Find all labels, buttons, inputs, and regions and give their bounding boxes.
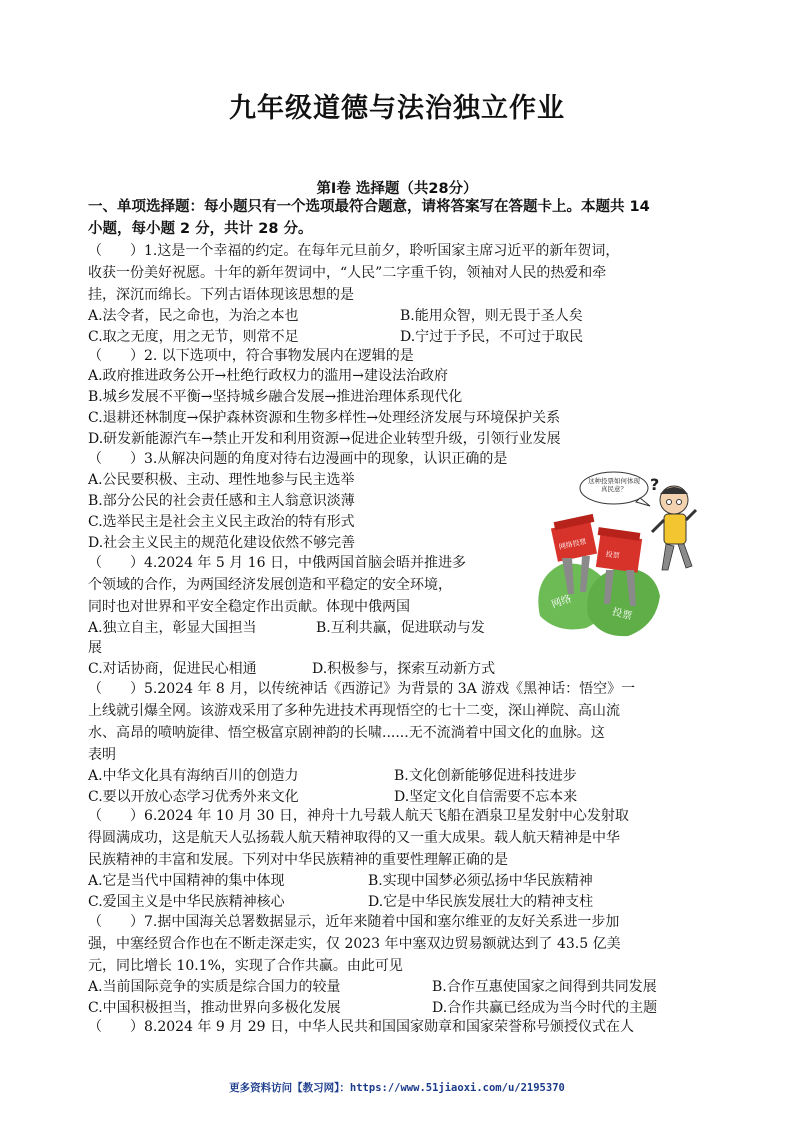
ballot-box-right-label: 投票 [605,550,621,561]
q1-stem-1: （ ）1.这是一个幸福的约定。在每年元旦前夕，聆听国家主席习近平的新年贺词， [88,243,620,259]
q7-option-a: A.当前国际竞争的实质是综合国力的较量 [88,979,341,995]
q3-option-c: C.选举民主是社会主义民主政治的特有形式 [88,514,355,530]
q6-option-b: B.实现中国梦必须弘扬中华民族精神 [368,873,593,889]
q7-stem-1: （ ）7.据中国海关总署数据显示，近年来随着中国和塞尔维亚的友好关系进一步加 [88,914,620,930]
q1-option-d: D.宁过于予民，不可过于取民 [400,329,584,345]
section-title: 第Ⅰ卷 选择题（共28分） [316,181,478,197]
q4-option-c: C.对话协商，促进民心相通 [88,661,257,677]
q2-option-a: A.政府推进政务公开→杜绝行政权力的滥用→建设法治政府 [88,368,449,384]
q5-stem-3: 水、高昂的喷呐旋律、悟空极富京剧神韵的长啸......无不流淌着中国文化的血脉。这 [88,725,605,741]
q2-option-d: D.研发新能源汽车→禁止开发和利用资源→促进企业转型升级，引领行业发展 [88,431,561,447]
footer-source-link[interactable]: 更多资料访问【教习网】：https://www.51jiaoxi.com/u/2195370 [229,1082,565,1094]
q6-stem-3: 民族精神的丰富和发展。下列对中华民族精神的重要性理解正确的是 [88,852,508,868]
q3-option-d: D.社会主义民主的规范化建设依然不够完善 [88,535,356,551]
q1-option-a: A.法令者，民之命也，为治之本也 [88,308,299,324]
voting-cartoon [532,466,702,652]
q7-option-b: B.合作互惠使国家之间得到共同发展 [432,979,657,995]
instructions-line-2: 小题，每小题 2 分，共计 28 分。 [88,221,313,237]
leaf-label-2: 投票 [610,606,634,623]
q6-stem-1: （ ）6.2024 年 10 月 30 日，神舟十九号载人航天飞船在酒泉卫星发射中心发射取 [88,808,629,824]
q2-option-b: B.城乡发展不平衡→坚持城乡融合发展→推进治理体系现代化 [88,389,463,405]
q4-option-b-continued: 展 [88,640,102,656]
q3-stem: （ ）3.从解决问题的角度对待右边漫画中的现象，认识正确的是 [88,451,508,467]
confused-person [652,486,696,570]
instructions-line-1: 一、单项选择题：每小题只有一个选项最符合题意，请将答案写在答题卡上。本题共 14 [88,199,650,215]
leaf-label-1: 网络 [550,593,573,611]
q5-option-a: A.中华文化具有海纳百川的创造力 [88,768,299,784]
q5-stem-4: 表明 [88,747,116,763]
q2-option-c: C.退耕还林制度→保护森林资源和生物多样性→处理经济发展与环境保护关系 [88,410,561,426]
q7-stem-3: 元，同比增长 10.1%，实现了合作共赢。由此可见 [88,958,403,974]
q5-option-d: D.坚定文化自信需要不忘本来 [394,789,578,805]
q1-option-c: C.取之无度，用之无节，则常不足 [88,329,299,345]
q2-stem: （ ）2. 以下选项中，符合事物发展内在逻辑的是 [88,348,414,364]
speech-bubble [580,472,650,506]
q4-option-a: A.独立自主，彰显大国担当 [88,620,257,636]
q7-option-c: C.中国积极担当，推动世界向多极化发展 [88,1000,341,1016]
q6-option-d: D.它是中华民族发展壮大的精神支柱 [368,894,594,910]
q6-option-c: C.爱国主义是中华民族精神核心 [88,894,285,910]
q8-stem-1: （ ）8.2024 年 9 月 29 日，中华人民共和国国家勋章和国家荣誉称号颁授仪式在人 [88,1019,634,1035]
q5-stem-2: 上线就引爆全网。该游戏采用了多种先进技术再现悟空的七十二变，深山禅院、高山流 [88,703,620,719]
q7-option-d: D.合作共赢已经成为当今时代的主题 [432,1000,658,1016]
q4-stem-2: 个领域的合作，为两国经济发展创造和平稳定的安全环境， [88,577,452,593]
question-mark-icon: ? [650,475,660,494]
q7-stem-2: 强，中塞经贸合作也在不断走深走实，仅 2023 年中塞双边贸易额就达到了 43.5 亿美 [88,936,621,952]
q4-option-b: B.互利共赢，促进联动与发 [316,620,485,636]
speech-bubble-text: 这种投票如何体现真民意？ [588,477,640,493]
q5-option-c: C.要以开放心态学习优秀外来文化 [88,789,299,805]
q3-option-b: B.部分公民的社会责任感和主人翁意识淡薄 [88,493,355,509]
q1-option-b: B.能用众智，则无畏于圣人矣 [400,308,583,324]
page-title: 九年级道德与法治独立作业 [229,93,565,124]
q6-option-a: A.它是当代中国精神的集中体现 [88,873,285,889]
q6-stem-2: 得圆满成功，这是航天人弘扬载人航天精神取得的又一重大成果。载人航天精神是中华 [88,830,620,846]
q4-stem-1: （ ）4.2024 年 5 月 16 日，中俄两国首脑会晤并推进多 [88,555,466,571]
ballot-box-left-label: 网络投票 [558,537,588,552]
q4-stem-3: 同时也对世界和平安全稳定作出贡献。体现中俄两国 [88,599,410,615]
q5-option-b: B.文化创新能够促进科技进步 [394,768,577,784]
q1-stem-3: 挂，深沉而绵长。下列古语体现该思想的是 [88,287,354,303]
q4-option-d: D.积极参与，探索互动新方式 [312,661,496,677]
q5-stem-1: （ ）5.2024 年 8 月，以传统神话《西游记》为背景的 3A 游戏《黑神话：悟空》一 [88,681,636,697]
instructions [88,196,710,240]
q3-option-a: A.公民要积极、主动、理性地参与民主选举 [88,472,355,488]
q1-stem-2: 收获一份美好祝愿。十年的新年贺词中，“人民”二字重千钧，领袖对人民的热爱和牵 [88,265,607,281]
